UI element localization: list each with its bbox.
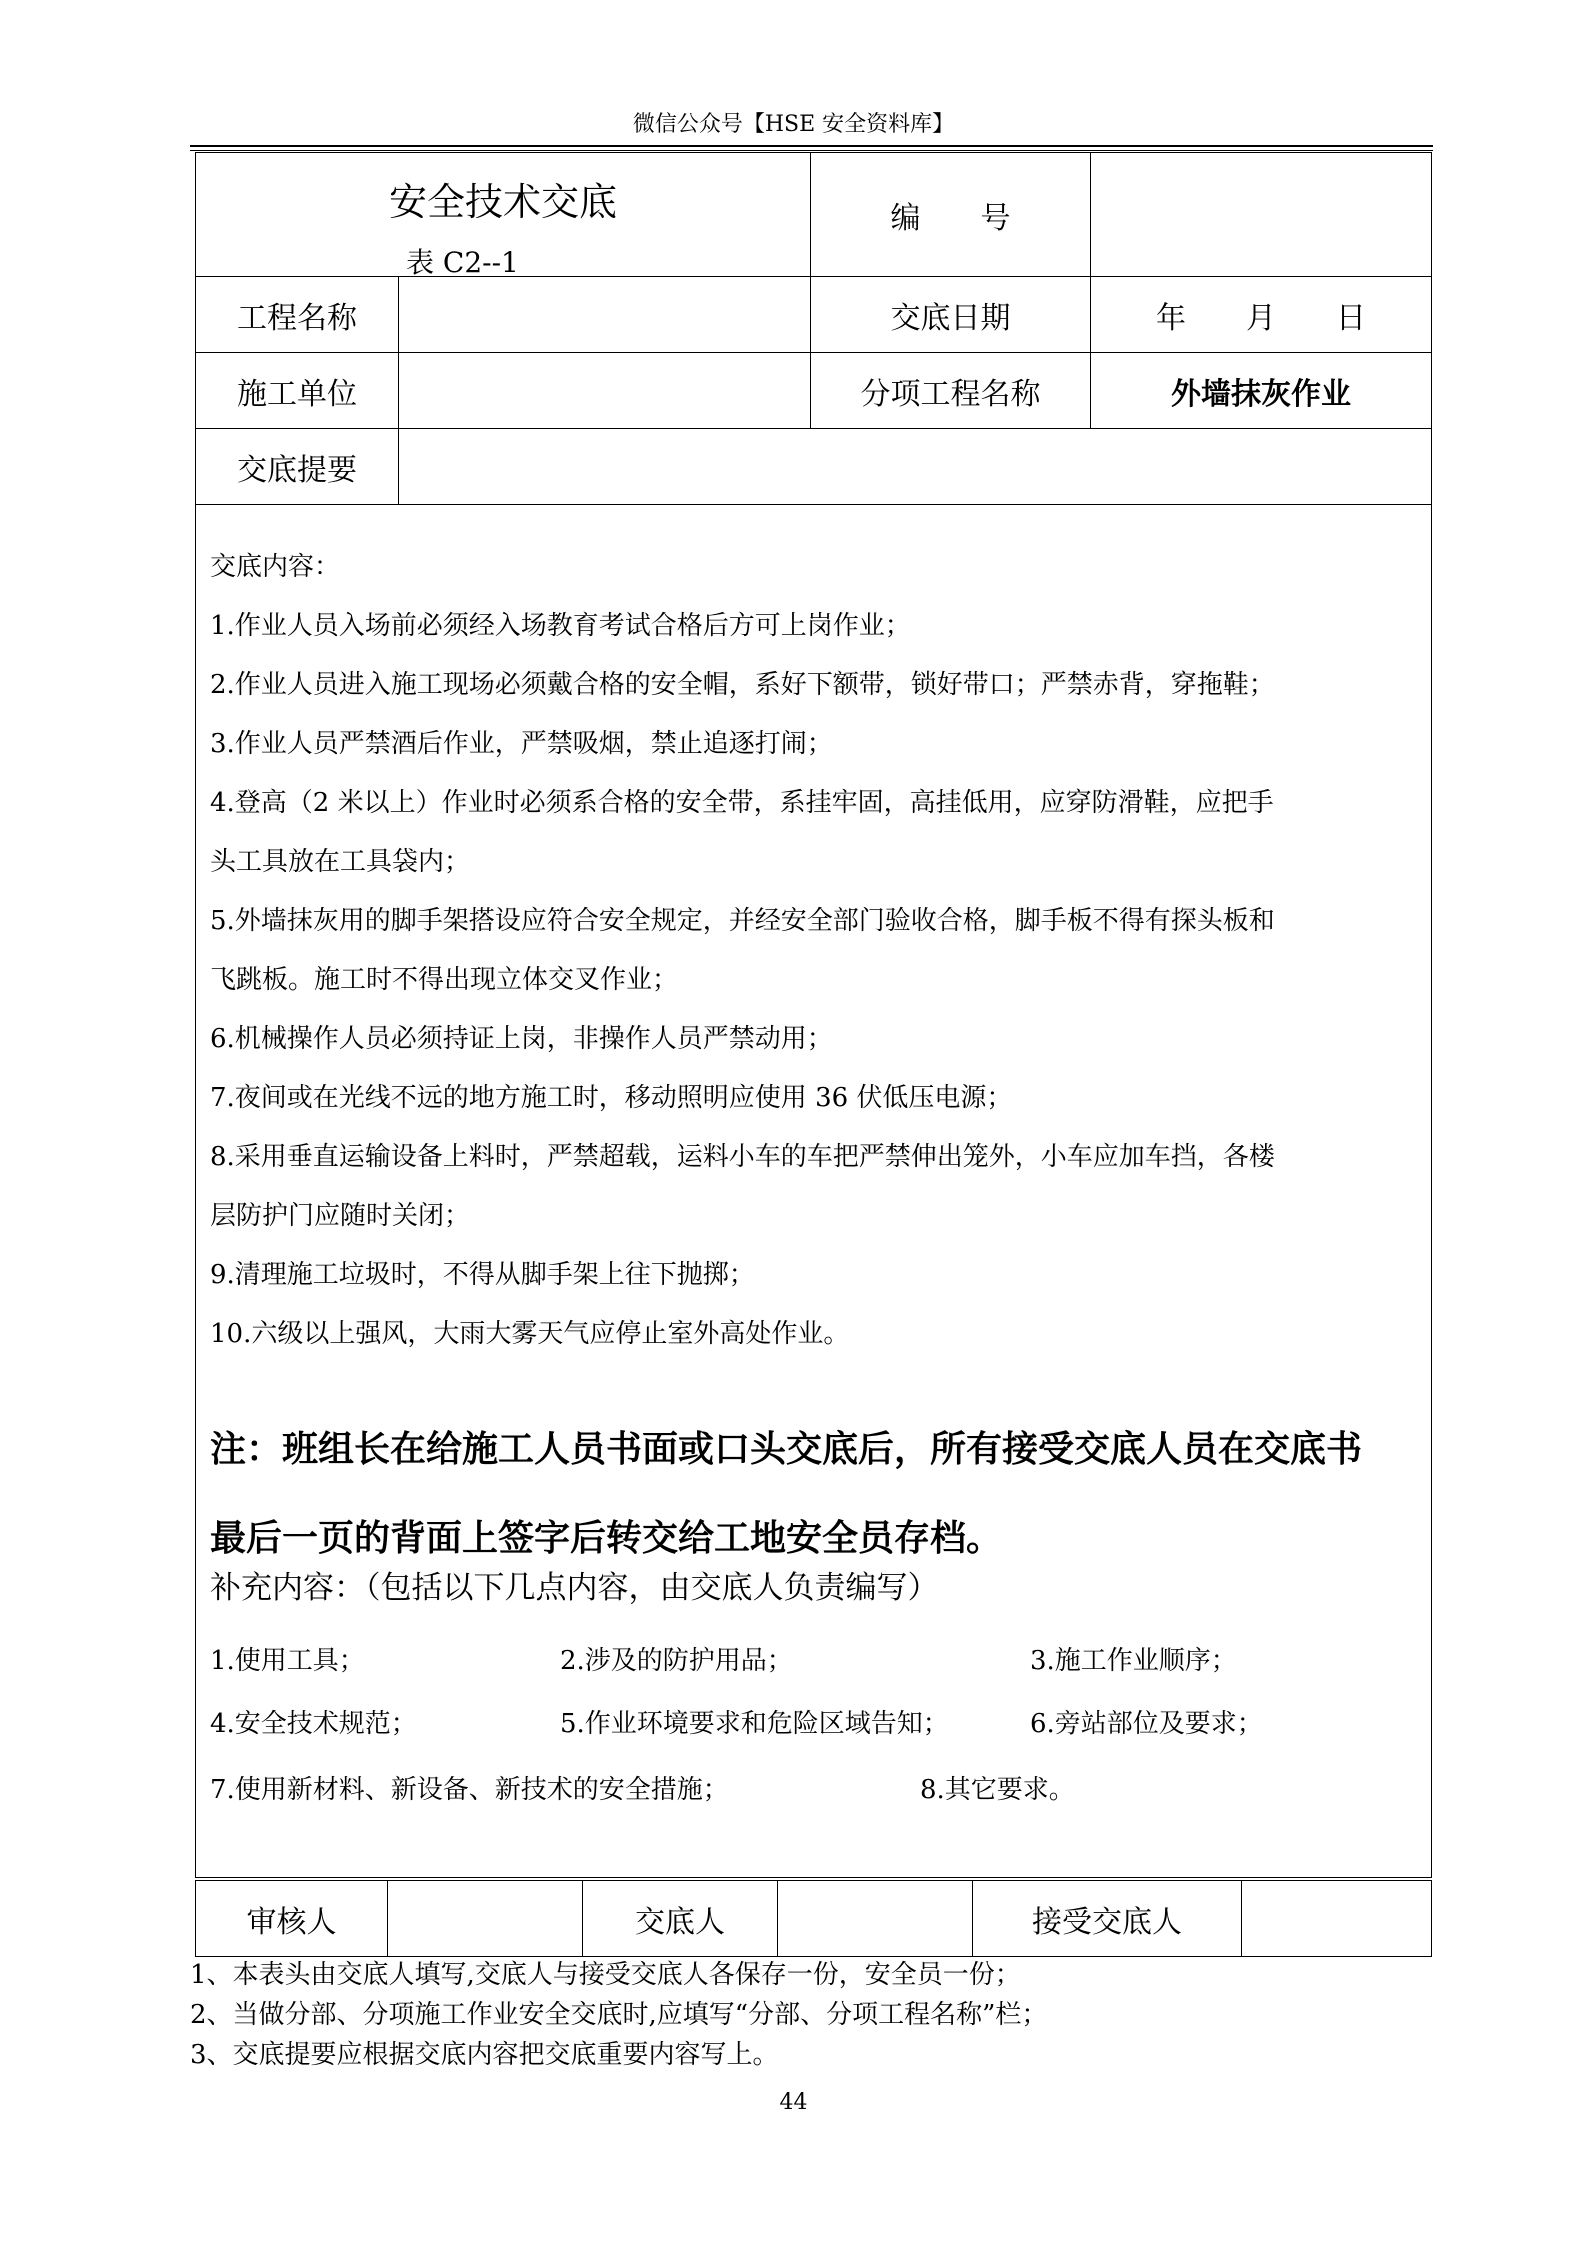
content-line: 层防护门应随时关闭； [210,1201,471,1231]
summary-label: 交底提要 [196,429,399,505]
supplement-title: 补充内容：（包括以下几点内容，由交底人负责编写） [210,1570,939,1606]
construction-unit-label: 施工单位 [196,353,399,429]
discloser-field[interactable] [778,1881,973,1957]
sub-project-field[interactable]: 外墙抹灰作业 [1091,353,1432,429]
form-code: 表 C2--1 [406,246,519,279]
supplement-item: 7.使用新材料、新设备、新技术的安全措施； [210,1775,729,1805]
content-line: 1.作业人员入场前必须经入场教育考试合格后方可上岗作业； [210,611,911,641]
content-line: 10.六级以上强风，大雨大雾天气应停止室外高处作业。 [210,1319,850,1349]
summary-field[interactable] [399,429,1432,505]
construction-unit-field[interactable] [399,353,811,429]
discloser-label: 交底人 [583,1881,778,1957]
page-number: 44 [779,2090,808,2115]
form-title-cell [196,153,811,277]
content-line: 2.作业人员进入施工现场必须戴合格的安全帽，系好下额带，锁好带口；严禁赤背，穿拖鞋； [210,670,1275,700]
header-rule-thick [190,145,1433,147]
project-name-field[interactable] [399,277,811,353]
form-title: 安全技术交底 [388,180,617,224]
footnote: 2、当做分部、分项施工作业安全交底时,应填写“分部、分项工程名称”栏； [190,2000,1048,2030]
number-label: 编 号 [811,153,1091,277]
receiver-label: 接受交底人 [973,1881,1242,1957]
content-line: 8.采用垂直运输设备上料时，严禁超载，运料小车的车把严禁伸出笼外，小车应加车挡，各楼 [210,1142,1275,1172]
content-line: 9.清理施工垃圾时，不得从脚手架上往下抛掷； [210,1260,755,1290]
project-name-label: 工程名称 [196,277,399,353]
content-line: 7.夜间或在光线不远的地方施工时，移动照明应使用 36 伏低压电源； [210,1083,1013,1113]
content-line: 5.外墙抹灰用的脚手架搭设应符合安全规定，并经安全部门验收合格，脚手板不得有探头板和 [210,906,1275,936]
reviewer-label: 审核人 [196,1881,388,1957]
disclosure-form-table [195,152,1432,1878]
content-line: 4.登高（2 米以上）作业时必须系合格的安全带，系挂牢固，高挂低用，应穿防滑鞋，应把手 [210,788,1274,818]
page-header: 微信公众号【HSE 安全资料库】 [632,112,955,137]
footnote: 3、交底提要应根据交底内容把交底重要内容写上。 [190,2040,779,2070]
content-line: 飞跳板。施工时不得出现立体交叉作业； [210,965,679,995]
supplement-item: 3.施工作业顺序； [1030,1646,1237,1676]
reviewer-field[interactable] [388,1881,583,1957]
supplement-item: 4.安全技术规范； [210,1709,417,1739]
note-line: 注：班组长在给施工人员书面或口头交底后，所有接受交底人员在交底书 [210,1428,1363,1470]
sub-project-label: 分项工程名称 [811,353,1091,429]
content-heading: 交底内容： [210,552,341,582]
date-label: 交底日期 [811,277,1091,353]
footnote: 1、本表头由交底人填写,交底人与接受交底人各保存一份，安全员一份； [190,1960,1021,1990]
number-field[interactable] [1091,153,1432,277]
supplement-item: 5.作业环境要求和危险区域告知； [560,1709,949,1739]
receiver-field[interactable] [1242,1881,1432,1957]
supplement-item: 6.旁站部位及要求； [1030,1709,1263,1739]
signature-table [195,1880,1432,1957]
content-line: 头工具放在工具袋内； [210,847,471,877]
supplement-item: 8.其它要求。 [920,1775,1075,1805]
header-rule-thin [190,150,1433,151]
content-line: 3.作业人员严禁酒后作业，严禁吸烟，禁止追逐打闹； [210,729,833,759]
date-field[interactable]: 年 月 日 [1091,277,1432,353]
note-line: 最后一页的背面上签字后转交给工地安全员存档。 [210,1517,1003,1559]
content-cell [196,505,1432,1878]
supplement-item: 2.涉及的防护用品； [560,1646,793,1676]
supplement-item: 1.使用工具； [210,1646,365,1676]
content-line: 6.机械操作人员必须持证上岗，非操作人员严禁动用； [210,1024,833,1054]
